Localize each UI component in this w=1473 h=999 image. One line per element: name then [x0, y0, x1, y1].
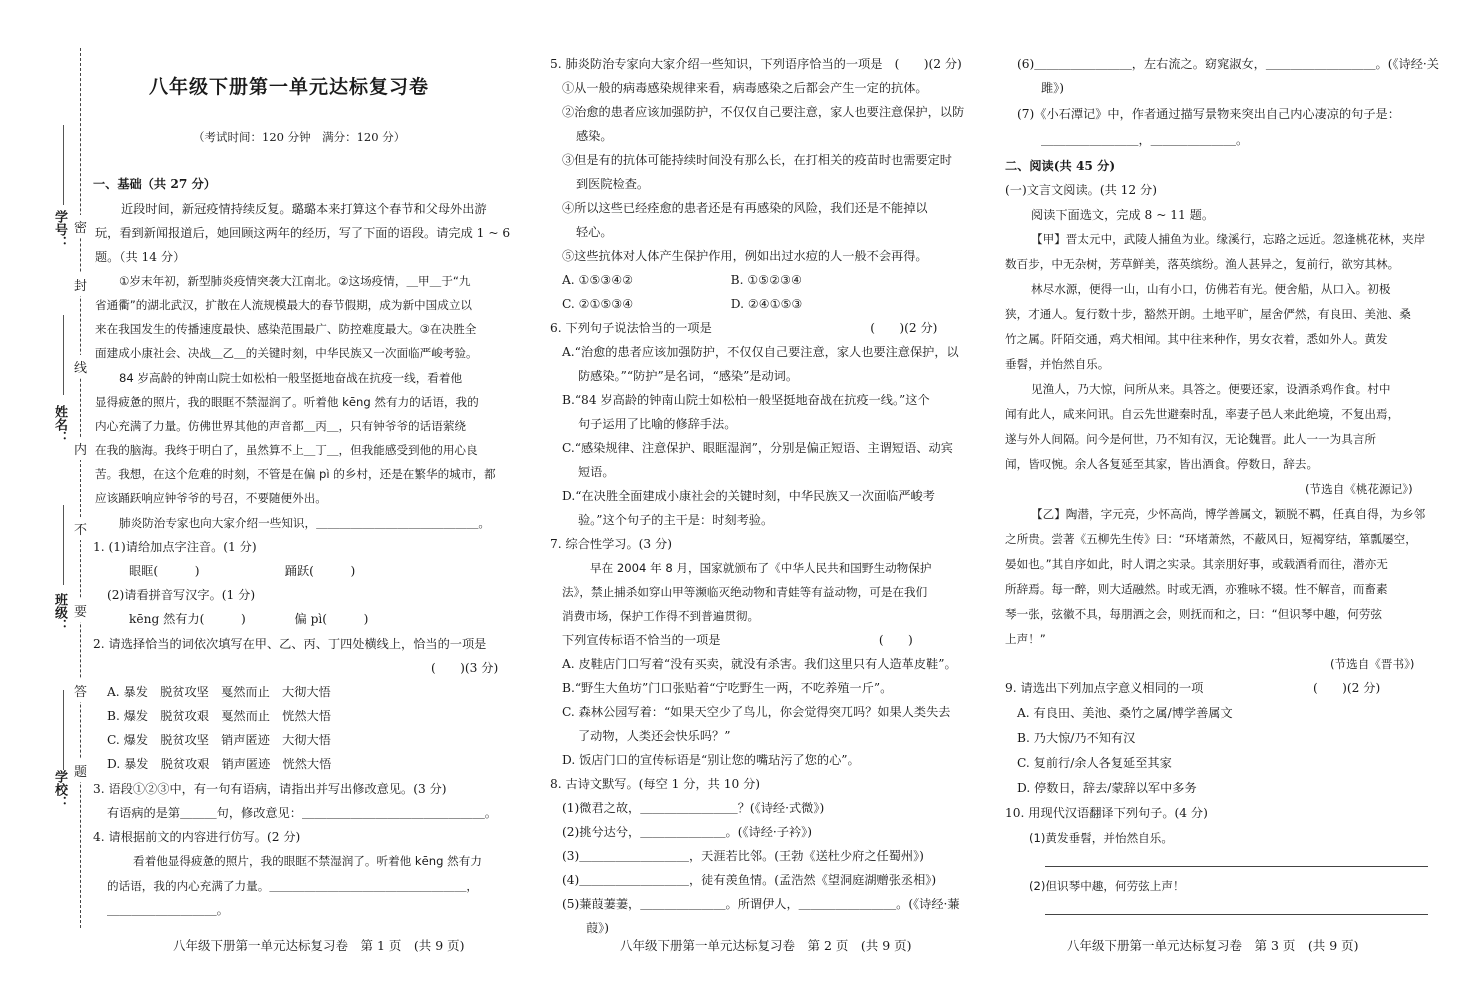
text-line: 了动物，人类还会快乐吗？” [578, 729, 731, 743]
text-line: 近段时间，新冠疫情持续反复。璐璐本来打算这个春节和父母外出游 [121, 202, 487, 216]
text-line: ④所以这些已经痊愈的患者还是有再感染的风险，我们还是不能掉以 [562, 201, 928, 215]
text-line: 感染。 [576, 129, 613, 143]
question-5: 5. 肺炎防治专家向大家介绍一些知识，下列语序恰当的一项是 ( )(2 分) [550, 57, 962, 71]
question-4: 4. 请根据前文的内容进行仿写。(2 分) [93, 830, 301, 844]
seal-line [80, 48, 81, 928]
option-d: D. 暴发 脱贫攻艰 销声匿迹 恍然大悟 [107, 757, 332, 771]
passage-line: 消费市场，保护工作得不到普遍贯彻。 [562, 609, 760, 623]
passage-line: 数百步，中无杂树，芳草鲜美，落英缤纷。渔人甚异之，复前行，欲穷其林。 [1005, 257, 1400, 271]
question-3: 3. 语段①②③中，有一句有语病，请指出并写出修改意见。(3 分) [93, 782, 447, 796]
passage-line: 面建成小康社会、决战＿乙＿的关键时刻，中华民族又一次面临严峻考验。 [95, 346, 478, 360]
text-line: ⑤这些抗体对人体产生保护作用，例如出过水痘的人一般不会再得。 [562, 249, 928, 263]
text-line: 下列宣传标语不恰当的一项是 ( ) [562, 633, 913, 647]
answer-line: ＿＿＿＿＿＿＿＿，＿＿＿＿＿＿＿。 [1041, 133, 1249, 147]
section-heading: 一、基础（共 27 分） [93, 177, 216, 191]
option-c: C. 森林公园写着：“如果天空少了鸟儿，你会觉得突兀吗？如果人类失去 [562, 705, 951, 719]
text-line: 短语。 [578, 465, 615, 479]
option-a: A. 暴发 脱贫攻坚 戛然而止 大彻大悟 [107, 685, 331, 699]
passage-line: 闻有此人，咸来问讯。自云先世避秦时乱，率妻子邑人来此绝境，不复出焉， [1005, 407, 1400, 421]
option-b: B. 爆发 脱贫攻艰 戛然而止 恍然大悟 [107, 709, 331, 723]
passage-line: 之所贵。尝著《五柳先生传》曰：“环堵萧然，不蔽风日，短褐穿结，箪瓢屡空， [1005, 532, 1417, 546]
text-line: 到医院检查。 [576, 177, 650, 191]
answer-rule [1045, 914, 1428, 915]
passage-line: 早在 2004 年 8 月，国家就颁布了《中华人民共和国野生动物保护 [590, 561, 932, 575]
option-a: A. 有良田、美池、桑竹之属/博学善属文 [1017, 706, 1233, 720]
seal-char: 要 [73, 599, 88, 622]
passage-line: 看着他显得疲惫的照片，我的眼眶不禁湿润了。听着他 kēng 然有力 [133, 854, 482, 868]
subsection-heading: (一)文言文阅读。(共 12 分) [1005, 183, 1157, 197]
text-line: ③但是有的抗体可能持续时间没有那么长，在打相关的疫苗时也需要定时 [562, 153, 952, 167]
answer-rule [1045, 866, 1428, 867]
question-1-items: kēng 然有力( ) 偏 pì( ) [129, 612, 369, 626]
field-class: 班级： [52, 593, 67, 632]
passage-line: 林尽水源，便得一山，山有小口，仿佛若有光。便舍船，从口入。初极 [1031, 282, 1391, 296]
passage-line: 【乙】陶潜，字元亮，少怀高尚，博学善属文，颖脱不羁，任真自得，为乡邻 [1031, 507, 1426, 521]
option-c: C.“感染规律、注意保护、眼眶湿润”，分别是偏正短语、主谓短语、动宾 [562, 441, 953, 455]
text-line: ②治愈的患者应该加强防护，不仅仅自己要注意，家人也要注意保护，以防 [562, 105, 965, 119]
question-10: 10. 用现代汉语翻译下列句子。(4 分) [1005, 806, 1208, 820]
question-9: 9. 请选出下列加点字意义相同的一项 ( )(2 分) [1005, 681, 1381, 695]
text-line: 句子运用了比喻的修辞手法。 [578, 417, 737, 431]
page-title: 八年级下册第一单元达标复习卷 [149, 76, 430, 98]
field-name: 姓名： [52, 405, 67, 444]
option-b: B.“84 岁高龄的钟南山院士如松柏一般坚挺地奋战在抗疫一线。”这个 [562, 393, 930, 407]
source-note: (节选自《桃花源记》) [1305, 482, 1413, 496]
text-line: 阅读下面选文，完成 8 ~ 11 题。 [1031, 208, 1215, 222]
passage-line: 晏如也。”其自序如此，时人谓之实录。其亲朋好事，或载酒肴而往，潜亦无 [1005, 557, 1388, 571]
field-school: 学校： [52, 770, 67, 809]
passage-line: 内心充满了力量。仿佛世界其他的声音都＿丙＿，只有钟爷爷的话语萦绕 [95, 419, 467, 433]
seal-char: 封 [73, 273, 88, 296]
option-d: D.“在决胜全面建成小康社会的关键时刻，中华民族又一次面临严峻考 [562, 489, 935, 503]
exam-info: （考试时间：120 分钟 满分：120 分） [193, 130, 406, 144]
options-ab: A. ①⑤③④② B. ①⑤②③④ [562, 273, 803, 287]
seal-char: 答 [73, 679, 88, 702]
question-1: 1. (1)请给加点字注音。(1 分) [93, 540, 257, 554]
field-underline [63, 315, 64, 395]
question-8: 8. 古诗文默写。(每空 1 分，共 10 分) [550, 777, 761, 791]
binding-margin [0, 0, 92, 999]
passage-line: 【甲】晋太元中，武陵人捕鱼为业。缘溪行，忘路之远近。忽逢桃花林，夹岸 [1031, 232, 1426, 246]
passage-line: 来在我国发生的传播速度最快、感染范围最广、防控难度最大。③在决胜全 [95, 322, 477, 336]
translate-item: (2)但识琴中趣，何劳弦上声！ [1029, 879, 1185, 893]
recitation-line: (4)＿＿＿＿＿＿＿＿＿，徒有羡鱼情。(孟浩然《望洞庭湖赠张丞相》) [562, 873, 937, 887]
text-line: ①从一般的病毒感染规律来看，病毒感染之后都会产生一定的抗体。 [562, 81, 928, 95]
text-line: 防感染。”“防护”是名词，“感染”是动词。 [578, 369, 799, 383]
seal-char: 内 [73, 437, 88, 460]
question-6: 6. 下列句子说法恰当的一项是 ( )(2 分) [550, 321, 938, 335]
field-underline [63, 505, 64, 585]
option-a: A. 皮鞋店门口写着“没有买卖，就没有杀害。我们这里只有人造革皮鞋”。 [562, 657, 957, 671]
recitation-line: (6)＿＿＿＿＿＿＿＿，左右流之。窈窕淑女，＿＿＿＿＿＿＿＿＿。(《诗经·关 [1017, 57, 1439, 71]
option-b: B. 乃大惊/乃不知有汉 [1017, 731, 1136, 745]
question-7: 7. 综合性学习。(3 分) [550, 537, 672, 551]
recitation-line: (5)蒹葭萋萋，＿＿＿＿＿＿＿。所谓伊人，＿＿＿＿＿＿＿＿。(《诗经·蒹 [562, 897, 960, 911]
passage-line: 上声！” [1005, 632, 1046, 646]
text-line: 验。”这个句子的主干是：时刻考验。 [578, 513, 774, 527]
text-line: 雎》) [1041, 81, 1065, 95]
passage-line: 84 岁高龄的钟南山院士如松柏一般坚挺地奋战在抗疫一线，看着他 [119, 371, 463, 385]
passage-line: 苦。我想，在这个危难的时刻，不管是在偏 pì 的乡村，还是在繁华的城市，都 [95, 467, 496, 481]
text-line: 题。（共 14 分） [95, 250, 186, 264]
recitation-line: (2)挑兮达兮，＿＿＿＿＿＿＿。(《诗经·子衿》) [562, 825, 813, 839]
seal-char: 密 [73, 215, 88, 238]
recitation-line: (7)《小石潭记》中，作者通过描写景物来突出自己内心凄凉的句子是： [1017, 107, 1400, 121]
passage-line: 应该踊跃响应钟爷爷的号召，不要随便外出。 [95, 491, 327, 505]
options-cd: C. ②①⑤③④ D. ②④①⑤③ [562, 297, 803, 311]
passage-line: 遂与外人间隔。问今是何世，乃不知有汉，无论魏晋。此人一一为具言所 [1005, 432, 1377, 446]
field-underline [63, 690, 64, 770]
passage-line: 见渔人，乃大惊，问所从来。具答之。便要还家，设酒杀鸡作食。村中 [1031, 382, 1391, 396]
passage-line: 所辞焉。每一醉，则大适融然。时或无酒，亦雅咏不辍。性不解音，而畜素 [1005, 582, 1388, 596]
option-c: C. 爆发 脱贫攻坚 销声匿迹 大彻大悟 [107, 733, 331, 747]
option-d: D. 停数日，辞去/蒙辞以军中多务 [1017, 781, 1197, 795]
question-1-part-2: (2)请看拼音写汉字。(1 分) [107, 588, 256, 602]
passage-line: 琴一张，弦徽不具，每朋酒之会，则抚而和之，曰：“但识琴中趣，何劳弦 [1005, 607, 1383, 621]
passage-line: 显得疲惫的照片，我的眼眶不禁湿润了。听着他 kēng 然有力的话语，我的 [95, 395, 479, 409]
answer-bracket: ( )(3 分) [431, 661, 499, 675]
answer-line: ＿＿＿＿＿＿＿＿＿。 [107, 903, 229, 917]
passage-line: 垂髫，并怡然自乐。 [1005, 357, 1110, 371]
passage-line: 在我的脑海。我终于明白了，虽然算不上＿丁＿，但我能感受到他的用心良 [95, 443, 478, 457]
question-2: 2. 请选择恰当的词依次填写在甲、乙、丙、丁四处横线上，恰当的一项是 [93, 637, 487, 651]
text-line: 葭》) [586, 921, 610, 935]
question-3-answer: 有语病的是第＿＿＿句，修改意见：＿＿＿＿＿＿＿＿＿＿＿＿＿＿＿。 [107, 806, 497, 820]
option-b: B.“野生大鱼坊”门口张贴着“宁吃野生一两，不吃养殖一斤”。 [562, 681, 893, 695]
seal-char: 线 [73, 355, 88, 378]
option-a: A.“治愈的患者应该加强防护，不仅仅自己要注意，家人也要注意保护，以 [562, 345, 959, 359]
option-c: C. 复前行/余人各复延至其家 [1017, 756, 1172, 770]
seal-char: 不 [73, 517, 88, 540]
translate-item: (1)黄发垂髫，并怡然自乐。 [1029, 831, 1173, 845]
page-footer: 八年级下册第一单元达标复习卷 第 2 页 (共 9 页) [620, 938, 912, 953]
passage-line: ①岁末年初，新型肺炎疫情突袭大江南北。②这场疫情，＿甲＿于“九 [119, 274, 471, 288]
field-underline [63, 125, 64, 205]
section-heading: 二、阅读(共 45 分) [1005, 159, 1116, 173]
text-line: 轻心。 [576, 225, 613, 239]
passage-line: 的话语，我的内心充满了力量。＿＿＿＿＿＿＿＿＿＿＿＿＿＿＿＿＿， [107, 879, 479, 893]
passage-line: 竹之属。阡陌交通，鸡犬相闻。其中往来种作，男女衣着，悉如外人。黄发 [1005, 332, 1388, 346]
passage-line: 狭，才通人。复行数十步，豁然开朗。土地平旷，屋舍俨然，有良田、美池、桑 [1005, 307, 1411, 321]
text-line: 玩，看到新闻报道后，她回顾这两年的经历，写了下面的语段。请完成 1 ~ 6 [95, 226, 511, 240]
passage-line: 省通衢”的湖北武汉，扩散在人流规模最大的春节假期，成为新中国成立以 [95, 298, 473, 312]
option-d: D. 饭店门口的宣传标语是“别让您的嘴玷污了您的心”。 [562, 753, 860, 767]
page-2 [550, 0, 975, 999]
recitation-line: (3)＿＿＿＿＿＿＿＿＿，天涯若比邻。(王勃《送杜少府之任蜀州》) [562, 849, 924, 863]
page-1 [93, 0, 520, 999]
page-footer: 八年级下册第一单元达标复习卷 第 3 页 (共 9 页) [1067, 938, 1359, 953]
passage-line: 闻，皆叹惋。余人各复延至其家，皆出酒食。停数日，辞去。 [1005, 457, 1319, 471]
seal-char: 题 [73, 759, 88, 782]
field-student-id: 学号： [52, 210, 67, 249]
page-footer: 八年级下册第一单元达标复习卷 第 1 页 (共 9 页) [173, 938, 465, 953]
recitation-line: (1)微君之故，＿＿＿＿＿＿＿＿？(《诗经·式微》) [562, 801, 825, 815]
question-1-items: 眼眶( ) 踊跃( ) [129, 564, 356, 578]
passage-line: 肺炎防治专家也向大家介绍一些知识，＿＿＿＿＿＿＿＿＿＿＿＿＿＿。 [119, 516, 491, 530]
passage-line: 法》，禁止捕杀如穿山甲等濒临灭绝动物和青蛙等有益动物，可是在我们 [562, 585, 928, 599]
page-3 [1005, 0, 1439, 999]
source-note: (节选自《晋书》) [1330, 657, 1415, 671]
